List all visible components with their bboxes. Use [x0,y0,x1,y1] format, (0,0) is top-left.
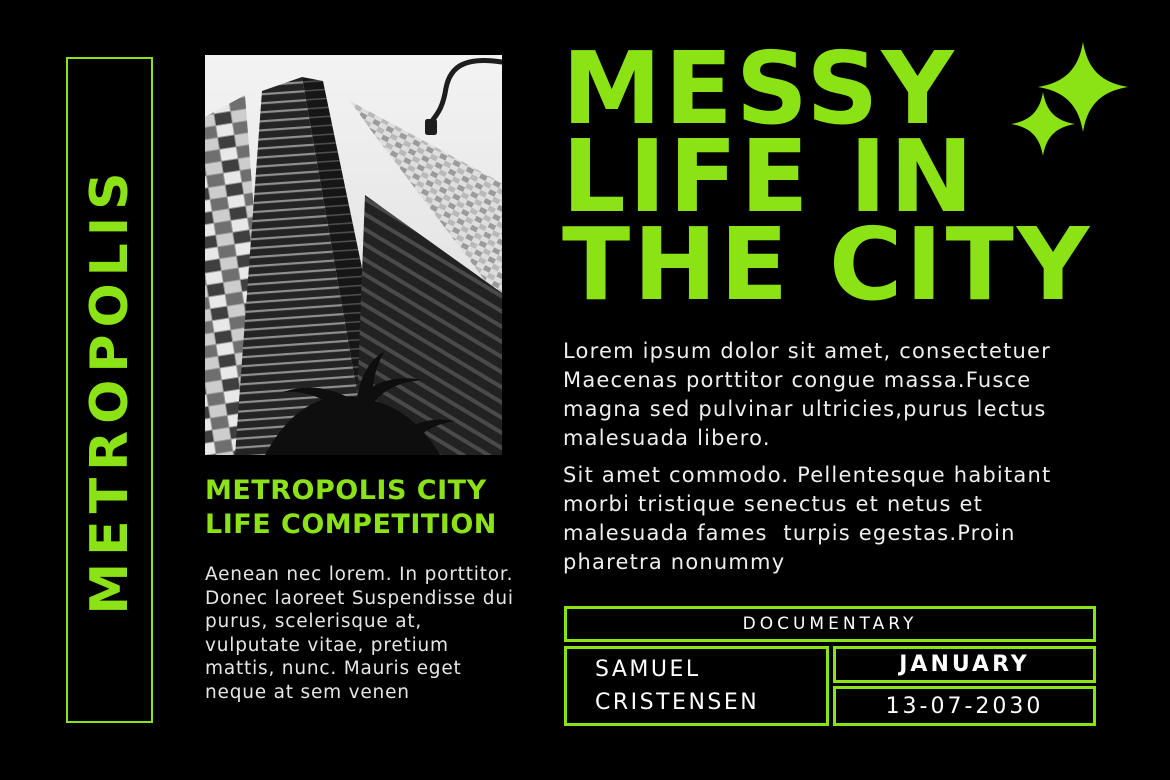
title-line-3: THE CITY [562,206,1093,323]
schedule-column [833,646,1096,726]
competition-paragraph: Aenean nec lorem. In porttitor. Donec laoreet Suspendisse dui purus, scelerisque at, vulputate vitae, pretium mattis, nunc. Mauris eget neque at sem venen [205,564,514,703]
details-table [564,606,1096,726]
title-line-1: MESSY [562,30,957,147]
month-cell [833,646,1096,683]
sparkle-icon [1003,40,1131,160]
category-label: DOCUMENTARY [742,614,918,634]
date-cell [833,686,1096,726]
title-line-2: LIFE IN [562,118,977,235]
category-cell [564,606,1096,642]
metropolis-sidebar [66,57,153,723]
competition-heading: METROPOLIS CITY LIFE COMPETITION [205,475,497,540]
sidebar-vertical-label: METROPOLIS [79,165,140,615]
author-cell [564,646,829,726]
skyscrapers-illustration [205,55,502,455]
body-paragraph-2: Sit amet commodo. Pellentesque habitant morbi tristique senectus et netus et malesuada fames turpis egestas.Proin pharetra nonummy [563,463,1060,574]
month-label: JANUARY [899,652,1030,677]
date-value: 13-07-2030 [885,693,1044,719]
body-paragraph-1: Lorem ipsum dolor sit amet, consectetuer Maecenas porttitor congue massa.Fusce magna sed pulvinar ultricies,purus lectus malesuada libero. [563,339,1059,450]
details-table-row [564,646,1096,726]
author-name: SAMUEL CRISTENSEN [595,657,760,715]
city-photo [205,55,502,455]
